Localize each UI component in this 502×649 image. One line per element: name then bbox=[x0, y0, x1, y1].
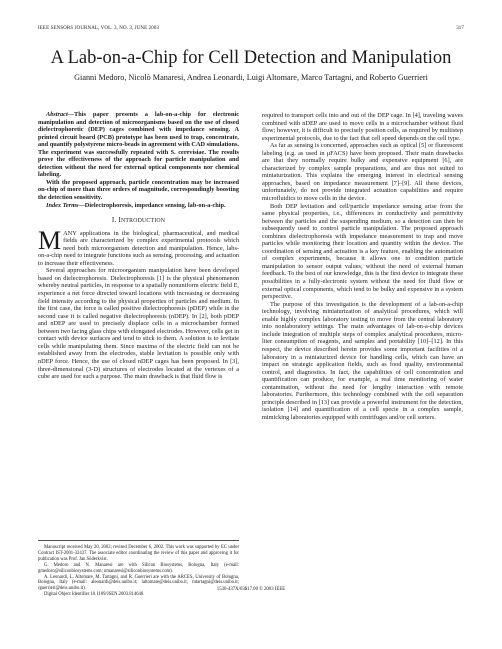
right-paragraph-4: The purpose of this investigation is the development of a lab-on-a-chip technology, involving miniaturization of analytical procedures, which will enable highly complex laboratory testing to move from the central laboratory into nonlaboratory settings. The main advantages of lab-on-a-chip devices include integration of multiple steps of complex analytical procedures, micro-liter consumption of reagents, and samples and portability [10]–[12]. In this respect, the device described herein provides some important facilities of a laboratory in a miniaturized device for handling cells, which can have an impact on strategic application fields, such as food quality, environmental control, and diagnostics. In fact, the capabilities of cell concentration and quantification can produce, for example, a real time monitoring of water contamination, without the need for lengthy interaction with remote laboratories. Furthermore, this technology combined with the cell separation principle described in [13] can provide a powerful instrument for the detection, isolation [14] and quantification of a cell specie in a complex sample, mimicking laboratories equipped with centrifuges and/or cell sorters. bbox=[262, 300, 463, 421]
section-rest: NTRODUCTION bbox=[121, 218, 166, 225]
abstract-lead: Abstract— bbox=[46, 111, 74, 118]
author-list: Gianni Medoro, Nicolò Manaresi, Andrea Leonardi, Luigi Altomare, Marco Tartagni, and Roberto Guerrieri bbox=[74, 73, 428, 82]
section-heading bbox=[38, 217, 239, 226]
intro-paragraph-1 bbox=[38, 225, 239, 268]
abstract-paragraph-2: With the proposed approach, particle concentration may be increased on-chip of more than three orders of magnitude, correspondingly boosting the detection sensitivity. bbox=[38, 178, 239, 202]
section-numeral: I. bbox=[111, 216, 117, 225]
abstract-text: This paper presents a lab-on-a-chip for electronic manipulation and detection of microorganisms based on the use of closed dielectrophoretic (DEP) cages combined with impedance sensing. A printed circuit board (PCB) prototype has been used to trap, concentrate, and quantify polystyrene micro-beads in agreement with CAD simulations. The experiment was successfully repeated with S. cerevisiae. The results prove the effectiveness of the approach for particle manipulation and detection without the need for external optical components nor chemical labeling. bbox=[38, 111, 239, 179]
section-first-letter: I bbox=[118, 216, 122, 225]
footnote-doi: Digital Object Identifier 10.1109/JSEN.2003.814648 bbox=[44, 592, 144, 598]
index-terms-lead: Index Terms— bbox=[46, 201, 85, 209]
right-paragraph-3: Both DEP levitation and cell/particle impedance sensing arise from the same physical properties, i.e., differences in conductivity and permittivity between the particles and the suspending medium, so a detection can then be subsequently used to control particle manipulation. The proposed approach combines dielectrophoresis with impedance measurement to trap and move particles while monitoring their location and quantity within the device. The coordination of sensing and actuation is a key feature, enabling the automation of complex experiments, because it allows one to condition particle manipulation to sensor output values, without the need of external human feedback. To the best of our knowledge, this is the first device to integrate these possibilities in a fully-electronic system without the need for fluid flow or external optical components, which tend to be bulky and expensive in a system perspective. bbox=[262, 202, 463, 301]
footnote-rule bbox=[38, 540, 239, 541]
page-number: 317 bbox=[456, 26, 464, 31]
index-terms-text: Dielectrophoresis, impedance sensing, lab-on-a-chip. bbox=[84, 201, 226, 209]
copyright-footer: 1530-437X/03$17.00 © 2003 IEEE bbox=[216, 587, 286, 592]
right-column bbox=[262, 112, 463, 421]
right-paragraph-1: required to transport cells into and out of the DEP cage. In [4], traveling waves combined with nDEP are used to move cells in a microchamber without fluid flow; however, it is difficult to precisely position cells, as required by multistep experimental protocols, due to the fact that cell speed depends on the cell type. bbox=[262, 112, 463, 142]
abstract bbox=[38, 111, 239, 179]
drop-cap: M bbox=[38, 225, 62, 255]
paper-title: A Lab-on-a-Chip for Cell Detection and Manipulation bbox=[50, 48, 452, 68]
intro-p1-text: ANY applications in the biological, pharmaceutical, and medical fields are characterized by complex experimental protocols which need both microorganism detection and manipulation. Hence, labs-on-a-chip need to integrate functions such as sensing, processing, and actuation to increase their effectiveness. bbox=[38, 229, 239, 267]
intro-paragraph-2: Several approaches for microorganism manipulation have been developed based on dielectrophoresis. Dielectrophoresis [1] is the physical phenomenon whereby neutral particles, in response to a spatially nonuniform electric field E, experience a net force directed toward locations with increasing or decreasing field intensity according to the physical properties of particles and medium. In the first case, the force is called positive dielectrophoresis (pDEP) while in the second case it is called negative dielectrophoresis (nDEP). In [2], both pDEP and nDEP are used to precisely displace cells in a microchamber formed between two facing glass chips with elongated electrodes. However, cells get in contact with device surfaces and tend to stick to them. A solution is to levitate cells while manipulating them. Since maxima of the electric field can not be established away from the electrodes, stable levitation is possible only with nDEP force. Hence, the use of closed nDEP cages has been proposed. In [3], three-dimensional (3-D) structures of electrodes located at the vertexes of a cube are used for such a purpose. The main drawback is that fluid flow is bbox=[38, 267, 239, 381]
journal-name: IEEE SENSORS JOURNAL, VOL. 3, NO. 3, JUNE 2003 bbox=[38, 26, 160, 31]
running-header bbox=[38, 26, 464, 31]
right-paragraph-2: As far as sensing is concerned, approaches such as optical [5] or fluorescent labeling (e.g. as used in μFACS) have been proposed. Their main drawbacks are that they normally require bulky and expensive equipment [6], are characterized by complex sample preparations, and are thus not suited to miniaturization. This explains the emerging interest in electrical sensing approaches, based on impedance measurement [7]–[9]. All these devices, unfortunately, do not provide integrated actuation capabilities and require microfluidics to move cells in the device. bbox=[262, 142, 463, 203]
footnote-affiliation-2: A. Leonardi, L. Altomare, M. Tartagni, and R. Guerrieri are with the ARCES, University of Bologna, Bologna, Italy (e-mail: aleonardi@deis.unibo.it; laltomare@deis.unibo.it; mtartagni@deis.unibo.it; rguerrieri@deis.unibo.it). bbox=[38, 574, 239, 592]
footnote-manuscript: Manuscript received May 20, 2002; revised December 6, 2002. This work was supported by EC under Contract IST-2001-32437. The associate editor coordinating the review of this paper and approving it for publication was Prof. Jan Söderkvist. bbox=[38, 545, 239, 562]
left-column bbox=[38, 111, 239, 381]
footnote-affiliation-1: G. Medoro and N. Manaresi are with Silicon Biosystems, Bologna, Italy (e-mail: gmedoro@siliconbiosystems.com; nmanaresi@siliconbiosystems.com). bbox=[38, 562, 239, 574]
index-terms bbox=[38, 202, 239, 210]
